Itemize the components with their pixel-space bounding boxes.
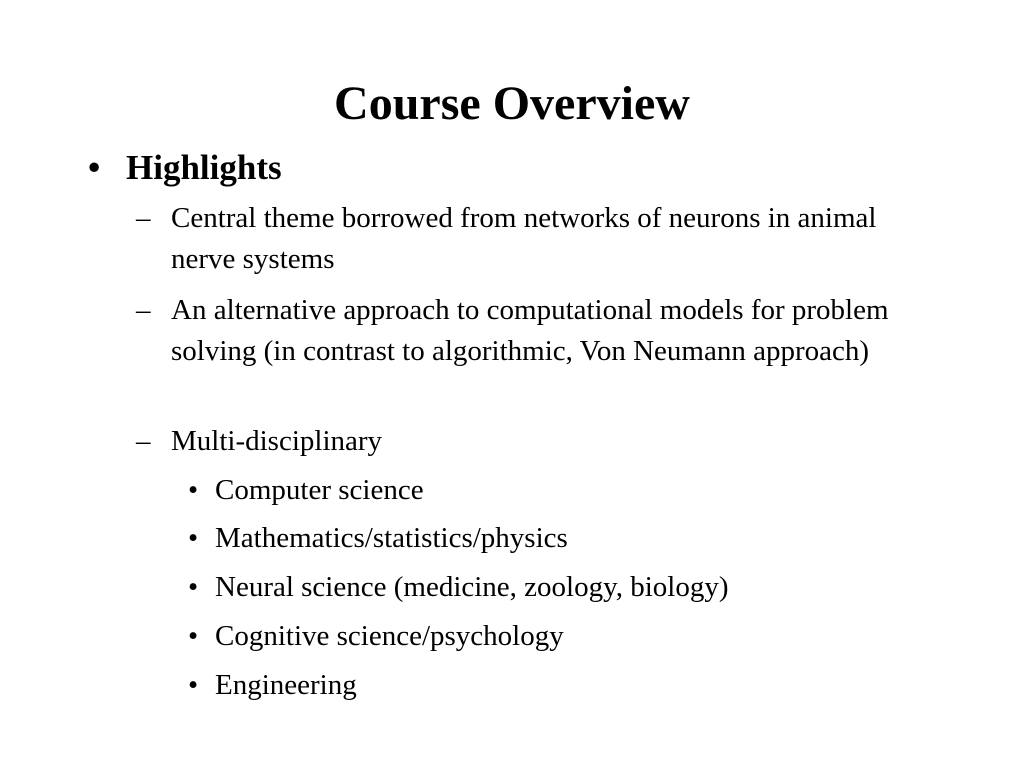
discipline-item [188,567,729,608]
subitem-multi-disciplinary [136,421,916,462]
discipline-text: Neural science (medicine, zoology, biology) [215,571,729,603]
subitem-central-theme [136,198,916,280]
discipline-item [188,616,564,657]
subitem-text: An alternative approach to computational models for problem solving (in contrast to algorithmic, Von Neumann approach) [171,294,889,367]
dash-marker: – [136,202,151,234]
subitem-text: Multi-disciplinary [171,425,383,457]
bullet-marker: • [188,474,199,506]
bullet-marker: • [188,669,199,701]
discipline-text: Cognitive science/psychology [215,620,564,652]
discipline-item [188,470,424,511]
bullet-marker: • [188,571,199,603]
bullet-marker: • [88,148,101,187]
bullet-marker: • [188,522,199,554]
discipline-text: Engineering [215,669,357,701]
slide-title: Course Overview [334,77,690,130]
bullet-highlights [88,146,282,190]
discipline-item [188,665,357,706]
discipline-text: Mathematics/statistics/physics [215,522,568,554]
subitem-alternative-approach [136,290,916,372]
bullet-marker: • [188,620,199,652]
dash-marker: – [136,425,151,457]
bullet-label: Highlights [126,148,282,187]
discipline-text: Computer science [215,474,424,506]
dash-marker: – [136,294,151,326]
discipline-item [188,518,568,559]
subitem-text: Central theme borrowed from networks of neurons in animal nerve systems [171,202,877,275]
